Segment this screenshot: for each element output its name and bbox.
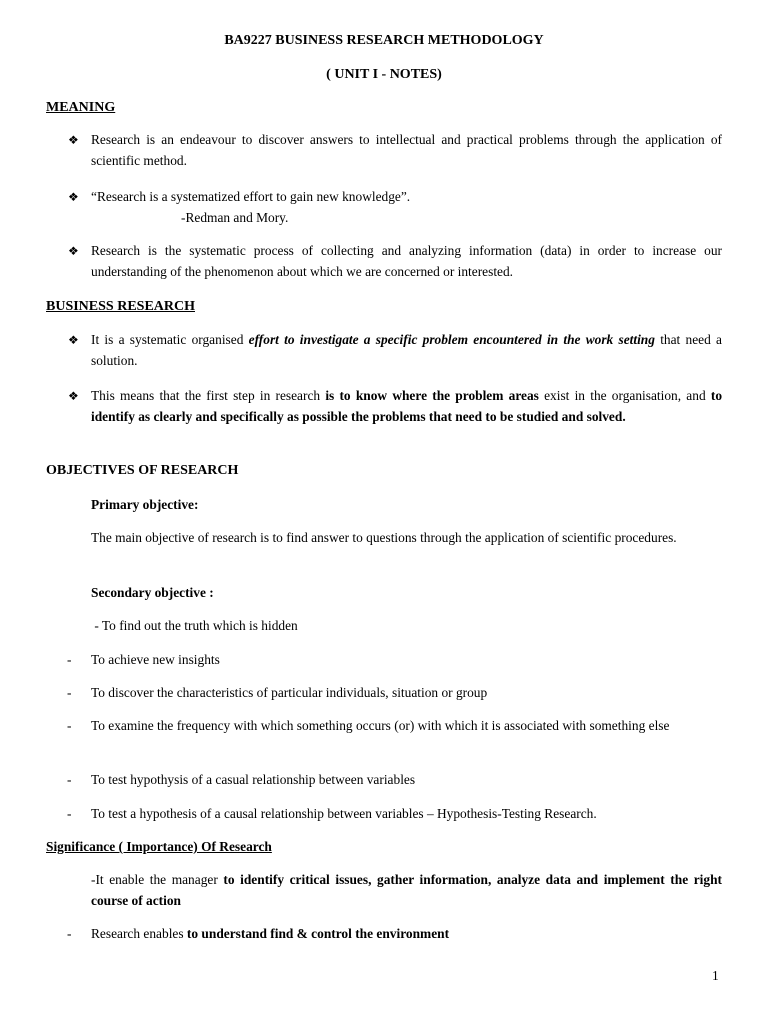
dash-marker: -	[67, 772, 72, 787]
meaning-item-3: Research is the systematic process of collecting and analyzing information (data) in order to increase our understanding of the phenomenon about which we are concerned or interested.	[91, 243, 722, 279]
text-run: This means that the first step in research	[91, 388, 326, 403]
text-run: Research enables	[91, 926, 187, 941]
significance-item-2	[91, 923, 722, 944]
objective-item: To achieve new insights	[91, 652, 220, 667]
primary-objective-label: Primary objective:	[91, 497, 199, 512]
business-research-item-1	[91, 329, 722, 371]
bullet-icon: ❖	[68, 133, 79, 147]
section-heading-significance: Significance ( Importance) Of Research	[46, 839, 272, 854]
dash-marker: -	[67, 685, 72, 700]
secondary-objective-first: - To find out the truth which is hidden	[91, 618, 298, 633]
section-heading-meaning: MEANING	[46, 100, 116, 115]
bold-text: to identify as clearly and specifically as possible the problems that need to be studied and solved.	[91, 388, 723, 424]
bold-text: is to know where the problem areas	[325, 388, 539, 403]
dash-marker: -	[67, 806, 72, 821]
business-research-item-2	[91, 385, 722, 427]
objective-item: To discover the characteristics of particular individuals, situation or group	[91, 685, 488, 700]
text-run: that need a solution.	[91, 332, 722, 368]
bold-text: to understand find & control the environment	[186, 926, 450, 941]
primary-objective-text: The main objective of research is to find answer to questions through the application of scientific procedures.	[91, 530, 677, 545]
document-title: BA9227 BUSINESS RESEARCH METHODOLOGY	[224, 33, 544, 48]
emphasis-text: effort to investigate a specific problem encountered in the work setting	[248, 332, 655, 347]
meaning-item-2: “Research is a systematized effort to gain new knowledge”.	[91, 189, 411, 204]
secondary-objective-label: Secondary objective :	[91, 585, 214, 600]
dash-marker: -	[67, 652, 72, 667]
dash-marker: -	[67, 718, 72, 733]
dash-marker: -	[67, 926, 72, 941]
bullet-icon: ❖	[68, 333, 79, 347]
meaning-item-2-attribution: -Redman and Mory.	[181, 210, 289, 225]
text-run: exist in the organisation, and	[538, 388, 711, 403]
text-run: It is a systematic organised	[91, 332, 249, 347]
section-heading-business-research: BUSINESS RESEARCH	[46, 299, 195, 314]
meaning-item-1: Research is an endeavour to discover answers to intellectual and practical problems through the application of scientific method.	[91, 132, 722, 168]
page-number: 1	[712, 968, 719, 983]
objective-item: To test a hypothesis of a causal relationship between variables – Hypothesis-Testing Research.	[91, 806, 597, 821]
text-run: -It enable the manager	[91, 872, 224, 887]
section-heading-objectives: OBJECTIVES OF RESEARCH	[46, 463, 239, 478]
significance-item-1	[91, 869, 722, 911]
bold-text: to identify critical issues, gather information, analyze data and implement the right course of action	[91, 872, 722, 908]
bullet-icon: ❖	[68, 244, 79, 258]
objective-item: To test hypothysis of a casual relationship between variables	[91, 772, 416, 787]
objective-item: To examine the frequency with which something occurs (or) with which it is associated with something else	[91, 718, 670, 733]
document-subtitle: ( UNIT I - NOTES)	[326, 67, 442, 82]
bullet-icon: ❖	[68, 190, 79, 204]
bullet-icon: ❖	[68, 389, 79, 403]
